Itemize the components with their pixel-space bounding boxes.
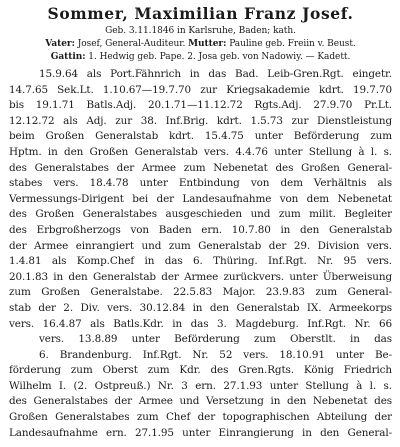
spouse-line — [9, 51, 392, 64]
career-line: 20.1.83 in den Generalstab der Armee zurückvers. unter Überweisung — [9, 270, 392, 283]
career-line: Vermessungs-Dirigent bei der Landesaufnahme von dem Nebenetat — [9, 192, 392, 205]
career-line: 12.12.72 als Adj. zur 38. Inf.Brig. kdrt. 1.5.73 zur Dienstleistung — [9, 114, 392, 127]
spouse-value: 1. Hedwig geb. Pape. 2. Josa geb. von Nadowiy. — Kadett. — [88, 52, 351, 62]
career-line: förderung zum Oberst zum Kdr. des Gren.Rgts. König Friedrich — [9, 364, 392, 377]
career-line: Wilhelm I. (2. Ostpreuß.) Nr. 3 ern. 27.1.93 unter Stellung à l. s. — [9, 379, 392, 392]
career-line: vers. 16.4.87 als Batls.Kdr. in das 3. Magdeburg. Inf.Rgt. Nr. 66 — [9, 317, 392, 330]
spouse-label: Gattin: — [50, 52, 86, 62]
career-line: beim Großen Generalstab kdrt. 15.4.75 unter Beförderung zum — [9, 130, 392, 143]
career-line: zum Großen Generalstabe. 22.5.83 Major. 23.9.83 zum General- — [9, 286, 392, 299]
career-line: Hptm. in den Großen Generalstab vers. 4.4.76 unter Stellung à l. s. — [9, 145, 392, 158]
career-line: stabes vers. 18.4.78 unter Entbindung von dem Verhältnis als — [9, 177, 392, 190]
mother-value: Pauline geb. Freiin v. Beust. — [229, 39, 356, 49]
career-line: vers. 13.8.89 unter Beförderung zum Oberstlt. in das — [39, 333, 392, 346]
parents-line — [9, 38, 392, 51]
career-line: Landesaufnahme ern. 27.1.95 unter Einrangierung in den General- — [9, 426, 392, 439]
career-line: 15.9.64 als Port.Fähnrich in das Bad. Leib-Gren.Rgt. eingetr. — [39, 68, 392, 80]
birth-line: Geb. 3.11.1846 in Karlsruhe, Baden; kath. — [105, 26, 296, 36]
mother-label: Mutter: — [188, 39, 227, 49]
career-line: Großen Generalstabes zum Chef der topographischen Abteilung der — [9, 411, 392, 424]
career-line: stab der 2. Div. vers. 30.12.84 in den Generalstab IX. Armeekorps — [9, 301, 392, 314]
entry-name-heading: Sommer, Maximilian Franz Josef. — [47, 4, 354, 23]
career-line: 1.4.81 als Komp.Chef in das 6. Thüring. Inf.Rgt. Nr. 95 vers. — [9, 255, 392, 268]
career-text — [9, 67, 392, 441]
father-value: Josef, General-Auditeur. — [77, 39, 186, 49]
career-line: der Armee einrangiert und zum Generalstab der 29. Division vers. — [9, 239, 392, 252]
career-line: des Großen Generalstabes ausgeschieden und zum milit. Begleiter — [9, 208, 392, 221]
career-line: bis 19.1.71 Batls.Adj. 20.1.71—11.12.72 Rgts.Adj. 27.9.70 Pr.Lt. — [9, 99, 392, 112]
career-line: des Generalstabes der Armee und Versetzung in den Nebenetat des — [9, 395, 392, 408]
father-label: Vater: — [45, 39, 75, 49]
career-line: des Erbgroßherzogs von Baden ern. 10.7.80 in den Generalstab — [9, 223, 392, 236]
career-line: 6. Brandenburg. Inf.Rgt. Nr. 52 vers. 18.10.91 unter Be- — [39, 348, 392, 361]
career-line: des Generalstabes der Armee zum Nebenetat des Großen General- — [9, 161, 392, 174]
career-line: 14.7.65 Sek.Lt. 1.10.67—19.7.70 zur Kriegsakademie kdrt. 19.7.70 — [9, 83, 392, 96]
